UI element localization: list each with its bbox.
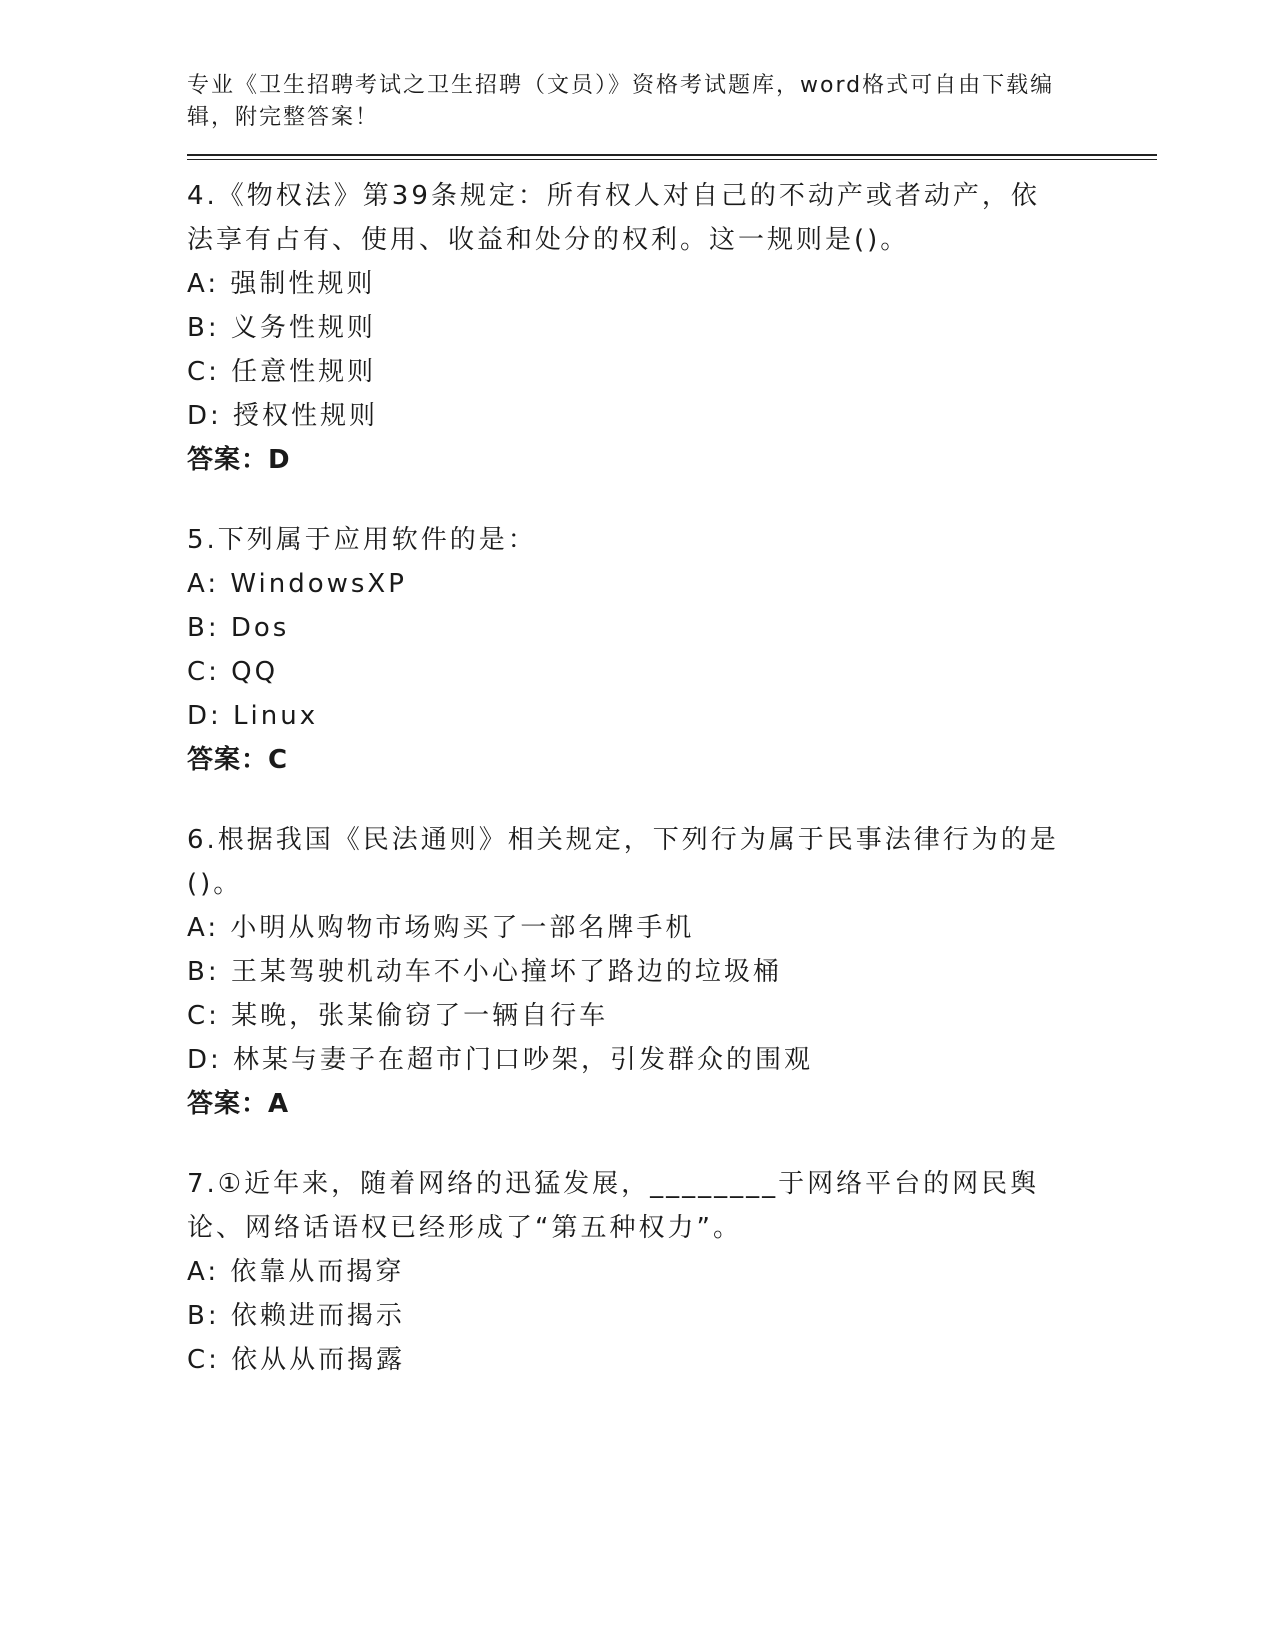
option-c: C: 依从从而揭露 <box>187 1345 406 1375</box>
option-b: B: 义务性规则 <box>187 313 376 343</box>
answer-line: 答案：C <box>187 745 289 775</box>
answer-line: 答案：A <box>187 1089 290 1119</box>
option-c: C: 某晚，张某偷窃了一辆自行车 <box>187 1001 609 1031</box>
question-4 <box>187 174 1157 482</box>
option-c: C: QQ <box>187 657 279 687</box>
option-a: A: 强制性规则 <box>187 269 376 299</box>
document-page <box>187 70 1157 1382</box>
question-stem: 6.根据我国《民法通则》相关规定，下列行为属于民事法律行为的是()。 <box>187 825 1059 899</box>
question-stem: 7.①近年来，随着网络的迅猛发展，________于网络平台的网民舆论、网络话语权已经形成了“第五种权力”。 <box>187 1169 1040 1243</box>
option-d: D: Linux <box>187 701 319 731</box>
option-c: C: 任意性规则 <box>187 357 377 387</box>
document-header: 专业《卫生招聘考试之卫生招聘（文员）》资格考试题库，word格式可自由下载编辑，附完整答案！ <box>187 73 1055 130</box>
option-b: B: 依赖进而揭示 <box>187 1301 405 1331</box>
question-stem: 4.《物权法》第39条规定：所有权人对自己的不动产或者动产，依法享有占有、使用、收益和处分的权利。这一规则是()。 <box>187 181 1040 255</box>
option-d: D: 授权性规则 <box>187 401 379 431</box>
answer-line: 答案：D <box>187 445 291 475</box>
question-stem: 5.下列属于应用软件的是： <box>187 525 537 555</box>
question-5 <box>187 518 1157 782</box>
header-divider <box>187 154 1157 160</box>
option-a: A: WindowsXP <box>187 569 407 599</box>
option-a: A: 小明从购物市场购买了一部名牌手机 <box>187 913 695 943</box>
question-7 <box>187 1162 1157 1382</box>
option-b: B: Dos <box>187 613 290 643</box>
question-6 <box>187 818 1157 1126</box>
option-b: B: 王某驾驶机动车不小心撞坏了路边的垃圾桶 <box>187 957 782 987</box>
option-a: A: 依靠从而揭穿 <box>187 1257 405 1287</box>
option-d: D: 林某与妻子在超市门口吵架，引发群众的围观 <box>187 1045 814 1075</box>
